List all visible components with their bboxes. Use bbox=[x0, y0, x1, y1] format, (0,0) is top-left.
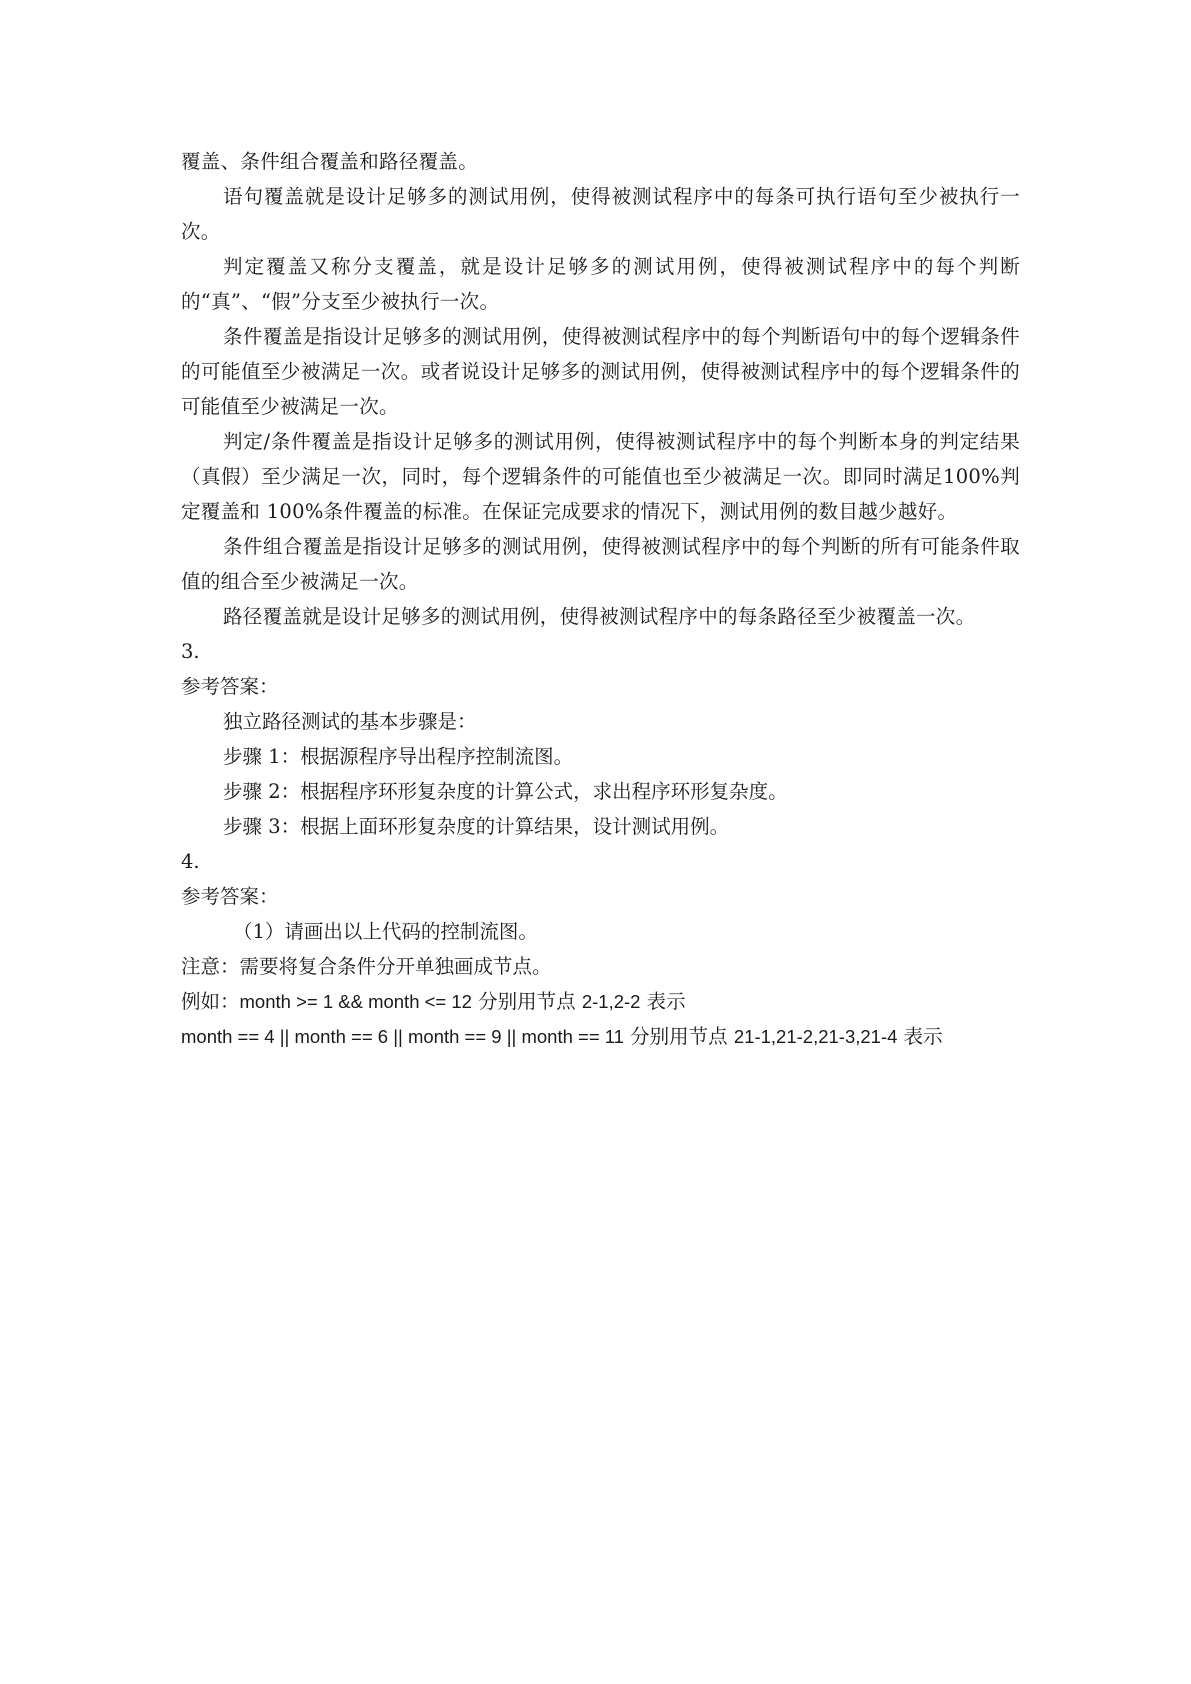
page-content bbox=[181, 144, 1020, 1054]
section4-item-1: （1）请画出以上代码的控制流图。 bbox=[233, 920, 538, 943]
example-2-suffix: 表示 bbox=[897, 1025, 943, 1048]
path-coverage-paragraph: 路径覆盖就是设计足够多的测试用例，使得被测试程序中的每条路径至少被覆盖一次。 bbox=[223, 605, 976, 628]
section4-example-1 bbox=[181, 984, 1020, 1019]
example-1-suffix: 表示 bbox=[640, 990, 686, 1013]
example-2-code: month == 4 || month == 6 || month == 9 || month == 11 bbox=[181, 1026, 624, 1047]
section3-intro: 独立路径测试的基本步骤是： bbox=[223, 710, 477, 733]
section3-step-2: 步骤 2：根据程序环形复杂度的计算公式，求出程序环形复杂度。 bbox=[223, 780, 788, 803]
section4-example-2 bbox=[181, 1019, 1020, 1054]
example-2-text: 分别用节点 bbox=[623, 1025, 734, 1048]
section3-step-1: 步骤 1：根据源程序导出程序控制流图。 bbox=[223, 745, 574, 768]
section4-number: 4. bbox=[181, 850, 200, 873]
decision-coverage-paragraph: 判定覆盖又称分支覆盖，就是设计足够多的测试用例，使得被测试程序中的每个判断的“真”、“假”分支至少被执行一次。 bbox=[181, 255, 1020, 313]
section4-note: 注意：需要将复合条件分开单独画成节点。 bbox=[181, 955, 552, 978]
statement-coverage-paragraph: 语句覆盖就是设计足够多的测试用例，使得被测试程序中的每条可执行语句至少被执行一次。 bbox=[181, 185, 1020, 243]
section3-number: 3. bbox=[181, 640, 200, 663]
example-2-nodes: 21-1,21-2,21-3,21-4 bbox=[733, 1026, 898, 1047]
section4-answer-label: 参考答案： bbox=[181, 885, 279, 908]
condition-combination-coverage-paragraph: 条件组合覆盖是指设计足够多的测试用例，使得被测试程序中的每个判断的所有可能条件取值的组合至少被满足一次。 bbox=[181, 535, 1020, 593]
example-1-prefix: 例如： bbox=[181, 990, 240, 1013]
example-1-text: 分别用节点 bbox=[471, 990, 582, 1013]
section3-step-3: 步骤 3：根据上面环形复杂度的计算结果，设计测试用例。 bbox=[223, 815, 730, 838]
condition-coverage-paragraph: 条件覆盖是指设计足够多的测试用例，使得被测试程序中的每个判断语句中的每个逻辑条件的可能值至少被满足一次。或者说设计足够多的测试用例，使得被测试程序中的每个逻辑条件的可能值至少被满足一次。 bbox=[181, 325, 1020, 418]
example-1-code: month >= 1 && month <= 12 bbox=[239, 991, 472, 1012]
section3-answer-label: 参考答案： bbox=[181, 675, 279, 698]
section2-continuation: 覆盖、条件组合覆盖和路径覆盖。 bbox=[181, 150, 479, 173]
decision-condition-coverage-paragraph: 判定/条件覆盖是指设计足够多的测试用例，使得被测试程序中的每个判断本身的判定结果（真假）至少满足一次，同时，每个逻辑条件的可能值也至少被满足一次。即同时满足100%判定覆盖和 100%条件覆盖的标准。在保证完成要求的情况下，测试用例的数目越少越好。 bbox=[181, 430, 1020, 523]
example-1-nodes: 2-1,2-2 bbox=[581, 991, 641, 1012]
